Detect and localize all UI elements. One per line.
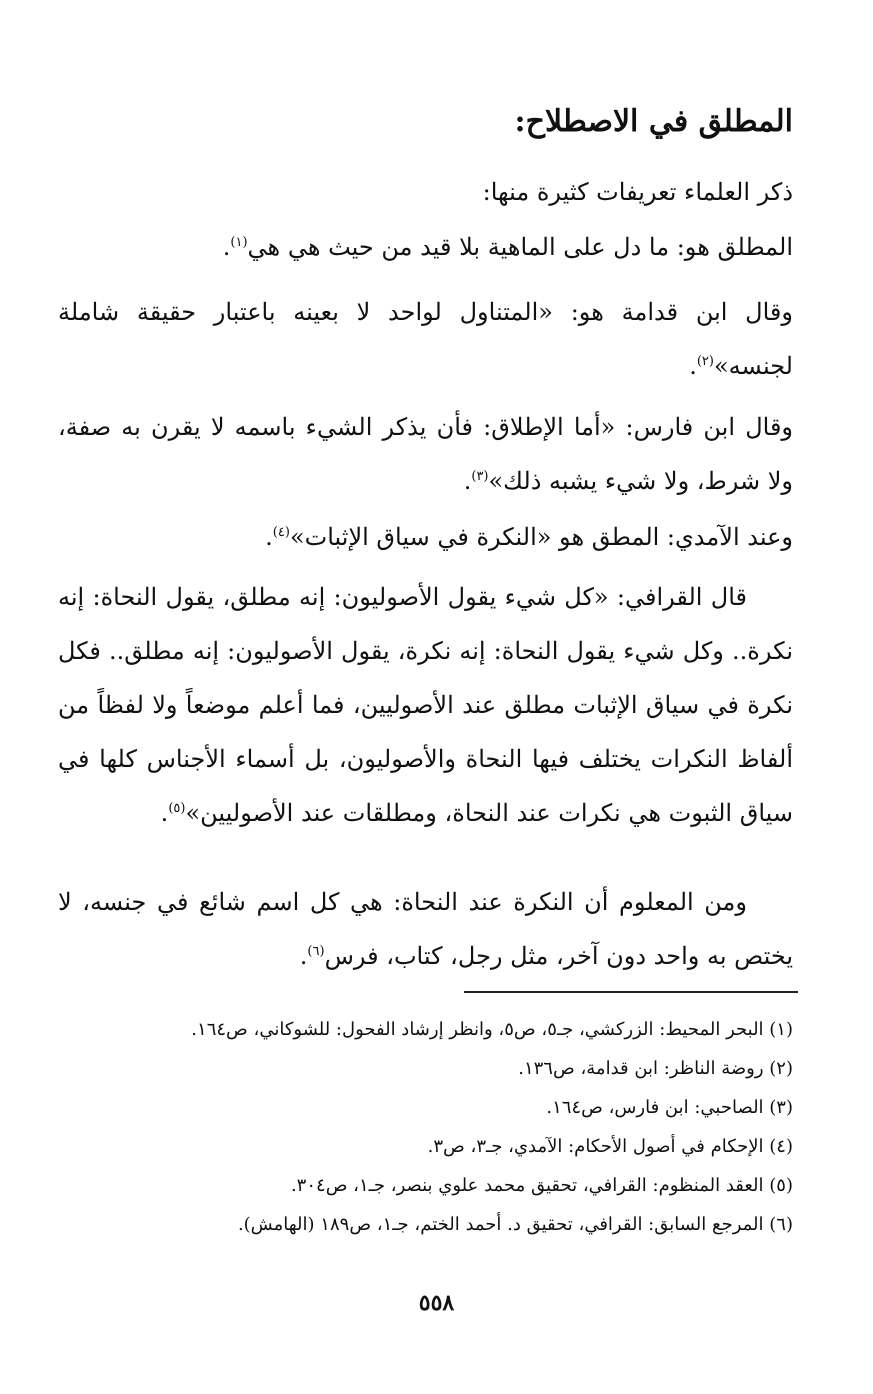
- footnote-ref-1[interactable]: (١): [230, 235, 248, 250]
- footnote-item: (٣) الصاحبي: ابن فارس، ص١٦٤.: [546, 1097, 793, 1118]
- body-paragraph-2: المطلق هو: ما دل على الماهية بلا قيد من حيث هي هي$^{(١)}$.: [222, 233, 793, 261]
- page-number: ٥٥٨: [418, 1290, 455, 1316]
- footnote-item: (٢) روضة الناظر: ابن قدامة، ص١٣٦.: [518, 1058, 793, 1079]
- footnotes-list: [60, 1010, 793, 1244]
- footnote-item: (٦) المرجع السابق: القرافي، تحقيق د. أحمد الختم، جـ١، ص١٨٩ (الهامش).: [237, 1214, 793, 1235]
- footnote-item: (١) البحر المحيط: الزركشي، جـ٥، ص٥، وانظر إرشاد الفحول: للشوكاني، ص١٦٤.: [191, 1019, 793, 1040]
- footnote-item: (٤) الإحكام في أصول الأحكام: الآمدي، جـ٣، ص٣.: [427, 1136, 793, 1157]
- footnote-ref-4[interactable]: (٤): [272, 525, 290, 540]
- body-paragraph-6: قال القرافي: «كل شيء يقول الأصوليون: إنه مطلق، يقول النحاة: إنه نكرة.. وكل شيء يقول النحاة: إنه نكرة، يقول الأصوليون: إنه مطلق.. فكل نكرة في سياق الإثبات مطلق عند الأصوليين، فما أعلم موضعاً ولا لفظاً من ألفاظ النكرات يختلف فيها النحاة والأصوليون، بل أسماء الأجناس كلها في سياق الثبوت هي نكرات عند النحاة، ومطلقات عند الأصوليين»$^{(٥)}$.: [58, 583, 793, 827]
- paragraph-text: وقال ابن فارس: «أما الإطلاق: فأن يذكر الشيء باسمه لا يقرن به صفة، ولا شرط، ولا شيء يشبه ذلك»: [58, 413, 793, 495]
- footnote-ref-5[interactable]: (٥): [168, 801, 186, 816]
- body-paragraph-7: ومن المعلوم أن النكرة عند النحاة: هي كل اسم شائع في جنسه، لا يختص به واحد دون آخر، مثل رجل، كتاب، فرس$^{(٦)}$.: [58, 888, 793, 970]
- footnote-ref-2[interactable]: (٢): [696, 354, 714, 369]
- footnote-ref-3[interactable]: (٣): [471, 469, 489, 484]
- paragraph-text: وعند الآمدي: المطق هو «النكرة في سياق الإثبات»: [289, 523, 793, 551]
- body-paragraph-1: [58, 165, 793, 219]
- body-paragraph-4: وقال ابن فارس: «أما الإطلاق: فأن يذكر الشيء باسمه لا يقرن به صفة، ولا شرط، ولا شيء يشبه ذلك»$^{(٣)}$.: [58, 413, 793, 495]
- body-paragraph-5: وعند الآمدي: المطق هو «النكرة في سياق الإثبات»$^{(٤)}$.: [265, 523, 793, 551]
- paragraph-text: المطلق هو: ما دل على الماهية بلا قيد من حيث هي هي: [247, 233, 793, 261]
- footnote-item: (٥) العقد المنظوم: القرافي، تحقيق محمد علوي بنصر، جـ١، ص٣٠٤.: [290, 1175, 793, 1196]
- footnote-ref-6[interactable]: (٦): [307, 944, 325, 959]
- paragraph-text: قال القرافي: «كل شيء يقول الأصوليون: إنه مطلق، يقول النحاة: إنه نكرة.. وكل شيء يقول النحاة: إنه نكرة، يقول الأصوليون: إنه مطلق.. فكل نكرة في سياق الإثبات مطلق عند الأصوليين، فما أعلم موضعاً ولا لفظاً من ألفاظ النكرات يختلف فيها النحاة والأصوليون، بل أسماء الأجناس كلها في سياق الثبوت هي نكرات عند النحاة، ومطلقات عند الأصوليين»: [58, 583, 793, 827]
- paragraph-text: ومن المعلوم أن النكرة عند النحاة: هي كل اسم شائع في جنسه، لا يختص به واحد دون آخر، مثل رجل، كتاب، فرس: [58, 888, 793, 970]
- section-heading: المطلق في الاصطلاح:: [514, 104, 793, 139]
- footnote-divider: [464, 991, 798, 993]
- paragraph-text: وقال ابن قدامة هو: «المتناول لواحد لا بعينه باعتبار حقيقة شاملة لجنسه»: [58, 298, 793, 380]
- body-paragraph-3: وقال ابن قدامة هو: «المتناول لواحد لا بعينه باعتبار حقيقة شاملة لجنسه»$^{(٢)}$.: [58, 298, 793, 380]
- paragraph-text: ذكر العلماء تعريفات كثيرة منها:: [482, 178, 793, 206]
